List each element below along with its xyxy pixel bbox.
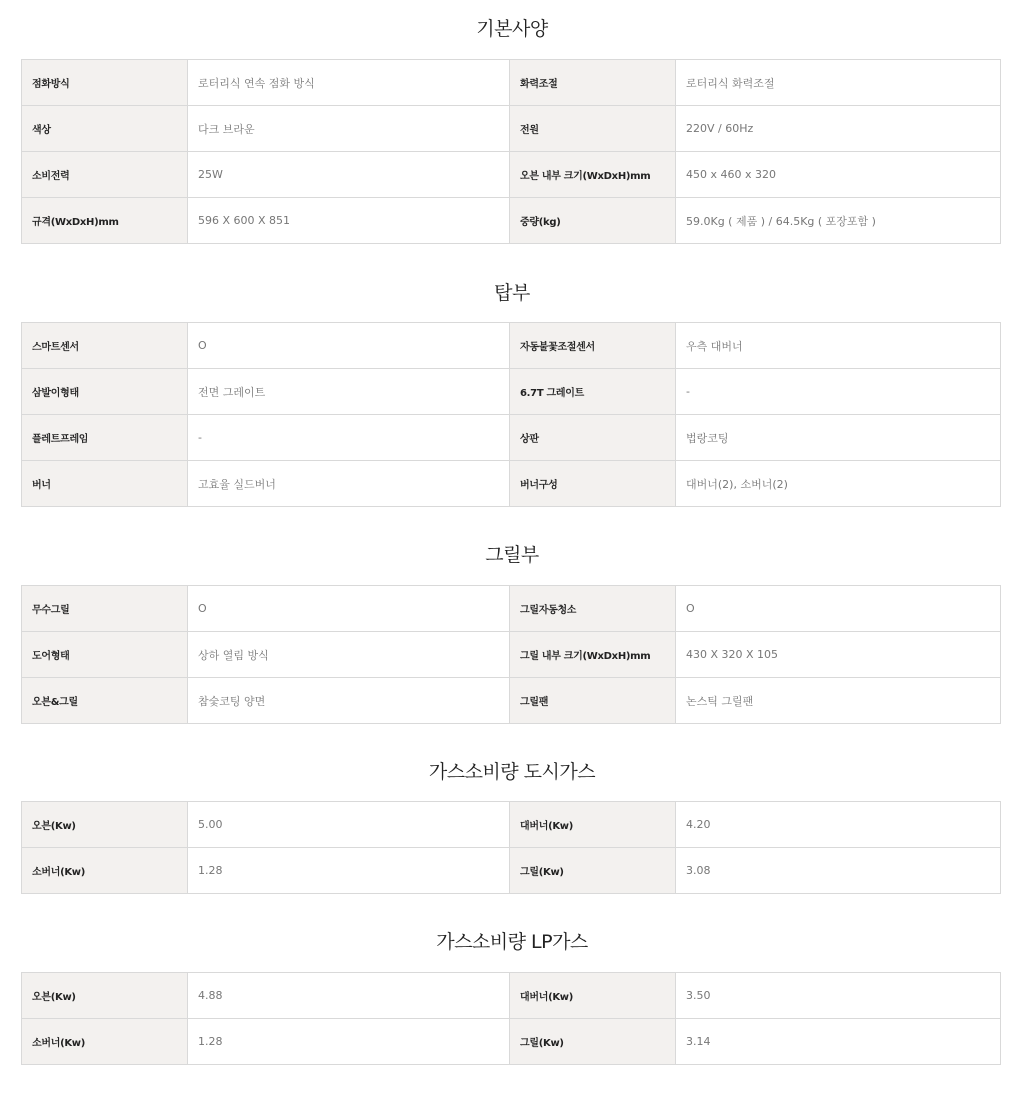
section-title-city-gas: 가스소비량 도시가스 [428, 761, 596, 783]
spec-label: 버너구성 [510, 461, 676, 507]
spec-value: 다크 브라운 [188, 106, 510, 152]
table-row [22, 973, 1001, 1019]
spec-value: 고효율 실드버너 [188, 461, 510, 507]
spec-label: 규격(WxDxH)mm [22, 198, 188, 244]
spec-label: 그릴(Kw) [510, 848, 676, 894]
table-row [22, 60, 1001, 106]
spec-label: 소비전력 [22, 152, 188, 198]
lp-gas-table [21, 972, 1001, 1065]
spec-value: - [188, 415, 510, 461]
spec-label: 그릴 내부 크기(WxDxH)mm [510, 632, 676, 678]
spec-label: 그릴(Kw) [510, 1019, 676, 1065]
section-title-grill: 그릴부 [485, 544, 539, 566]
spec-label: 중량(kg) [510, 198, 676, 244]
spec-value: O [188, 323, 510, 369]
spec-value: 596 X 600 X 851 [188, 198, 510, 244]
spec-label: 대버너(Kw) [510, 973, 676, 1019]
spec-label: 그릴자동청소 [510, 586, 676, 632]
basic-spec-table [21, 59, 1001, 244]
spec-label: 전원 [510, 106, 676, 152]
table-row [22, 848, 1001, 894]
spec-label: 6.7T 그레이트 [510, 369, 676, 415]
table-row [22, 632, 1001, 678]
spec-value: 대버너(2), 소버너(2) [676, 461, 1001, 507]
spec-value: 59.0Kg ( 제품 ) / 64.5Kg ( 포장포함 ) [676, 198, 1001, 244]
section-title-top: 탑부 [494, 282, 530, 304]
spec-label: 오븐(Kw) [22, 973, 188, 1019]
table-row [22, 461, 1001, 507]
spec-value: 5.00 [188, 802, 510, 848]
spec-label: 그릴팬 [510, 678, 676, 724]
spec-value: 4.88 [188, 973, 510, 1019]
spec-value: 상하 열림 방식 [188, 632, 510, 678]
spec-label: 버너 [22, 461, 188, 507]
spec-value: 전면 그레이트 [188, 369, 510, 415]
spec-value: 1.28 [188, 848, 510, 894]
spec-value: - [676, 369, 1001, 415]
spec-label: 오븐 내부 크기(WxDxH)mm [510, 152, 676, 198]
top-spec-table [21, 322, 1001, 507]
spec-label: 점화방식 [22, 60, 188, 106]
section-title-lp-gas: 가스소비량 LP가스 [436, 931, 588, 953]
spec-value: 25W [188, 152, 510, 198]
table-row [22, 369, 1001, 415]
table-row [22, 415, 1001, 461]
spec-value: 참숯코팅 양면 [188, 678, 510, 724]
spec-label: 오븐&그릴 [22, 678, 188, 724]
table-row [22, 152, 1001, 198]
spec-value: 논스틱 그릴팬 [676, 678, 1001, 724]
spec-label: 대버너(Kw) [510, 802, 676, 848]
spec-value: 4.20 [676, 802, 1001, 848]
spec-value: 우측 대버너 [676, 323, 1001, 369]
spec-label: 도어형태 [22, 632, 188, 678]
spec-value: 1.28 [188, 1019, 510, 1065]
table-row [22, 678, 1001, 724]
spec-value: 로터리식 연속 점화 방식 [188, 60, 510, 106]
spec-label: 오븐(Kw) [22, 802, 188, 848]
spec-value: 220V / 60Hz [676, 106, 1001, 152]
table-row [22, 586, 1001, 632]
spec-value: 3.08 [676, 848, 1001, 894]
spec-value: 로터리식 화력조절 [676, 60, 1001, 106]
spec-label: 소버너(Kw) [22, 1019, 188, 1065]
spec-value: 450 x 460 x 320 [676, 152, 1001, 198]
spec-value: 430 X 320 X 105 [676, 632, 1001, 678]
grill-spec-table [21, 585, 1001, 724]
spec-label: 소버너(Kw) [22, 848, 188, 894]
spec-label: 플레트프레임 [22, 415, 188, 461]
spec-value: 3.50 [676, 973, 1001, 1019]
spec-label: 색상 [22, 106, 188, 152]
spec-value: 3.14 [676, 1019, 1001, 1065]
table-row [22, 106, 1001, 152]
table-row [22, 1019, 1001, 1065]
table-row [22, 198, 1001, 244]
spec-value: O [676, 586, 1001, 632]
table-row [22, 323, 1001, 369]
spec-value: O [188, 586, 510, 632]
section-title-basic-spec: 기본사양 [476, 18, 548, 40]
table-row [22, 802, 1001, 848]
spec-label: 상판 [510, 415, 676, 461]
spec-label: 삼발이형태 [22, 369, 188, 415]
spec-label: 화력조절 [510, 60, 676, 106]
spec-label: 자동불꽃조절센서 [510, 323, 676, 369]
spec-label: 스마트센서 [22, 323, 188, 369]
city-gas-table [21, 801, 1001, 894]
spec-label: 무수그릴 [22, 586, 188, 632]
spec-value: 법랑코팅 [676, 415, 1001, 461]
